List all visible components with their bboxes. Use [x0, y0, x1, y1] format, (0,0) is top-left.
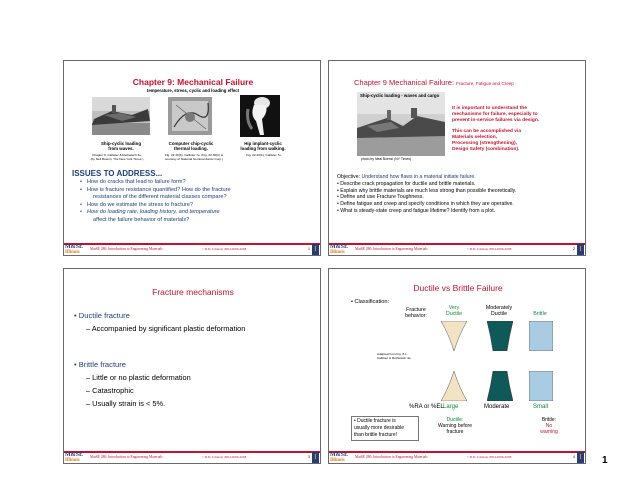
slide-number: 2	[573, 247, 575, 251]
slide-1-title: Chapter 9: Mechanical Failure	[132, 77, 254, 87]
issue-item: • How do loading rate, loading history, and temperature	[80, 209, 312, 217]
very-ductile-specimen-bottom	[441, 371, 467, 401]
issues-list	[80, 179, 312, 225]
caption-ship: Ship-cyclic loading from waves.	[100, 141, 141, 151]
slide-number: 3	[308, 455, 310, 459]
slide-footer	[329, 243, 585, 255]
copyright: ©D.D. Johnson 2004,2006-2008	[202, 455, 247, 459]
objective-bullet: • Define and use Fracture Toughness.	[337, 194, 424, 201]
brittle-fracture-sub: – Little or no plastic deformation	[86, 373, 191, 382]
axis-label: %RA or %EL	[409, 404, 444, 410]
ductile-desirable-box: • Ductile fracture is usually more desirable than brittle fracture!	[351, 416, 419, 441]
caption-chip: Computer chip-cyclic thermal loading.	[168, 141, 214, 151]
moderately-ductile-specimen-bottom	[487, 371, 513, 401]
issue-item: • How is fracture resistance quantified? How do the fracture	[80, 187, 312, 195]
chip-photo	[168, 97, 212, 135]
course-name: MatSE 280: Introduction to Engineering Materials	[355, 247, 428, 251]
brittle-warning-note: Brittle: No warning	[540, 417, 558, 435]
ship-photo-label: Ship-cyclic loading - waves and cargo	[360, 93, 440, 98]
importance-text: It is important to understand the mechanisms for failure, especially to prevent in-service failures via design. This can be accomplished via Materials selection, Processing (strengthening), Design Safety (combination).	[452, 106, 540, 152]
caption-ship-reference: Chapter 9, Callister & Rethwisch 3e. (by Neil Boenzi, The New York Times.)	[90, 153, 144, 161]
small-label: Small	[533, 404, 549, 410]
brittle-fracture-sub: – Usually strain is < 5%.	[86, 399, 166, 408]
ship-photo-large	[357, 92, 445, 156]
ship-photo	[92, 97, 150, 135]
illinois-block-icon: I	[577, 244, 584, 255]
brittle-specimen-top	[529, 321, 553, 351]
mse-logo: M&SE Illinois	[330, 244, 349, 255]
issues-heading: ISSUES TO ADDRESS...	[72, 169, 163, 178]
photo-credit: photo by Neal Boenzi (NY Times)	[361, 157, 412, 161]
fracture-behavior-label: Fracture behavior:	[405, 307, 427, 319]
issue-item: • How do cracks that lead to failure form?	[80, 179, 312, 187]
mse-logo: M&SE Illinois	[65, 244, 84, 255]
objective-bullet: • Describe crack propagation for ductile and brittle materials.	[337, 180, 476, 187]
illinois-block-icon: I	[577, 452, 584, 463]
brittle-specimen-bottom	[529, 371, 553, 401]
broken-ship-image	[357, 92, 445, 156]
brittle-fracture-sub: – Catastrophic	[86, 386, 134, 395]
moderately-ductile-header: Moderately Ductile	[485, 305, 513, 317]
course-name: MatSE 280: Introduction to Engineering Materials	[355, 455, 428, 459]
slide-footer	[329, 451, 585, 463]
objective-bullet: • What is steady-state creep and fatigue lifetime? Identify from a plot.	[337, 207, 496, 214]
ductile-fracture-item: • Ductile fracture	[74, 311, 130, 320]
brittle-header: Brittle	[533, 311, 547, 317]
brittle-fracture-item: • Brittle fracture	[74, 360, 127, 369]
objective-line: Objective: Understand how flaws in a material initiate failure.	[337, 174, 476, 180]
chip-image	[168, 97, 212, 135]
slide-3	[63, 268, 321, 464]
slide-1-subtitle: temperature, stress, cyclic and loading effect	[146, 88, 240, 93]
mse-logo: M&SE Illinois	[65, 452, 84, 463]
very-ductile-specimen-top	[441, 321, 467, 351]
moderately-ductile-specimen-top	[487, 321, 513, 351]
slide-1	[63, 60, 321, 256]
objective-bullet: • Define fatigue and creep and specify conditions in which they are operative.	[337, 201, 514, 208]
issue-item-cont: affect the failure behavior of materials?	[93, 216, 190, 223]
copyright: ©D.D. Johnson 2004,2006-2008	[467, 247, 512, 251]
figure-reference: Adapted from Fig. 8.1, Callister & Rethwisch 3e.	[377, 352, 412, 360]
classification-label: • Classification:	[351, 299, 390, 305]
copyright: ©D.D. Johnson 2004,2006-2008	[467, 455, 512, 459]
copyright: ©D.D. Johnson 2004,2006-2008	[202, 247, 247, 251]
ship-image	[92, 97, 150, 135]
slide-4	[328, 268, 586, 464]
caption-hip: Hip implant-cyclic loading from walking.	[240, 141, 286, 151]
slide-footer	[64, 451, 320, 463]
slide-4-title: Ductile vs Brittle Failure	[413, 283, 503, 293]
mse-logo: M&SE Illinois	[330, 452, 349, 463]
illinois-block-icon: I	[312, 452, 319, 463]
slide-2-title: Chapter 9 Mechanical Failure: Fracture, Fatigue and Creep	[354, 78, 514, 87]
caption-chip-reference: Fig. 22.30(b), Callister 7e. (Fig. 22.30(b) is courtesy of National Semiconductor Corp.)	[164, 153, 224, 161]
slide-2	[328, 60, 586, 256]
issue-item-cont: resistances of the different material classes compare?	[93, 194, 227, 201]
page-number: 1	[602, 455, 608, 466]
hip-implant-image	[240, 95, 280, 137]
moderate-label: Moderate	[484, 404, 510, 410]
very-ductile-header: Very Ductile	[445, 305, 463, 317]
course-name: MatSE 280: Introduction to Engineering Materials	[90, 455, 163, 459]
illinois-block-icon: I	[312, 244, 319, 255]
slide-number: 1	[308, 247, 310, 251]
hip-implant-xray	[240, 95, 280, 137]
slide-footer	[64, 243, 320, 255]
objective-bullet: • Explain why brittle materials are much less strong than possible theoretically.	[337, 187, 517, 194]
course-name: MatSE 280: Introduction to Engineering Materials	[90, 247, 163, 251]
large-label: Large	[443, 404, 459, 410]
issue-item: • How do we estimate the stress to fracture?	[80, 202, 312, 210]
objectives	[337, 174, 516, 215]
ductile-fracture-sub: – Accompanied by significant plastic deformation	[86, 324, 246, 333]
ductile-warning-note: Ductile: Warning before fracture	[438, 417, 472, 435]
caption-hip-reference: Fig. 22.26(b), Callister 7e.	[246, 153, 282, 157]
slide-3-title: Fracture mechanisms	[152, 287, 234, 297]
slide-number: 4	[573, 455, 575, 459]
